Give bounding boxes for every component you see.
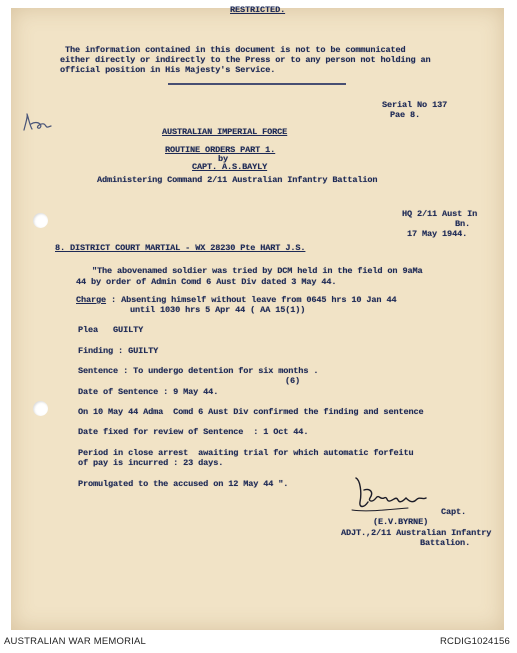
finding-line: Finding : GUILTY	[78, 346, 159, 356]
trial-intro-line-1: "The abovenamed soldier was tried by DCM held in the field on 9aMa	[92, 266, 423, 276]
officer-name: CAPT. A.S.BAYLY	[192, 162, 268, 172]
item-heading: 8. DISTRICT COURT MARTIAL - WX 28230 Pte HART J.S.	[55, 243, 306, 253]
confirmation-line: On 10 May 44 Adma Comd 6 Aust Div confirmed the finding and sentence	[78, 407, 424, 417]
orders-title: ROUTINE ORDERS PART 1.	[165, 145, 276, 155]
order-date: 17 May 1944.	[407, 229, 468, 239]
hq-line: HQ 2/11 Aust In	[402, 209, 478, 219]
charge-line-1	[76, 295, 396, 305]
signatory-role-1: ADJT.,2/11 Australian Infantry	[341, 528, 492, 538]
handwritten-initials-mark	[20, 112, 54, 134]
charge-text: : Absenting himself without leave from 0645 hrs 10 Jan 44	[106, 295, 397, 305]
punch-hole-bottom	[33, 401, 48, 416]
header-divider	[168, 83, 346, 85]
sentence-line: Sentence : To undergo detention for six months .	[78, 366, 319, 376]
signature-rank: Capt.	[441, 507, 467, 517]
force-title: AUSTRALIAN IMPERIAL FORCE	[162, 127, 288, 137]
notice-line-3: official position in His Majesty's Service.	[60, 65, 276, 75]
classification-heading: RESTRICTED.	[230, 5, 286, 15]
punch-hole-top	[33, 213, 48, 228]
record-id: RCDIG1024156	[440, 636, 510, 647]
officer-role: Administering Command 2/11 Australian Infantry Battalion	[97, 175, 378, 185]
by-line: by	[218, 154, 229, 164]
trial-intro-line-2: 44 by order of Admin Comd 6 Aust Div dated 3 May 44.	[76, 277, 337, 287]
archive-credit: AUSTRALIAN WAR MEMORIAL	[4, 636, 147, 647]
page-number: Pae 8.	[390, 110, 421, 120]
handwritten-signature	[346, 470, 436, 518]
bn-line: Bn.	[455, 219, 471, 229]
charge-label: Charge	[76, 295, 107, 305]
sentence-note: (6)	[285, 376, 301, 386]
signatory-role-2: Battalion.	[420, 538, 471, 548]
arrest-line-1: Period in close arrest awaiting trial for which automatic forfeitu	[78, 448, 414, 458]
promulgation-line: Promulgated to the accused on 12 May 44 ".	[78, 479, 289, 489]
notice-line-1: The information contained in this document is not to be communicated	[65, 45, 406, 55]
date-of-sentence-line: Date of Sentence : 9 May 44.	[78, 387, 219, 397]
arrest-line-2: of pay is incurred : 23 days.	[78, 458, 224, 468]
review-line: Date fixed for review of Sentence : 1 Oct 44.	[78, 427, 309, 437]
plea-line: Plea GUILTY	[78, 325, 144, 335]
signatory-name: (E.V.BYRNE)	[373, 517, 429, 527]
charge-line-2: until 1030 hrs 5 Apr 44 ( AA 15(1))	[130, 305, 306, 315]
serial-number: Serial No 137	[382, 100, 448, 110]
notice-line-2: either directly or indirectly to the Press or to any person not holding an	[60, 55, 431, 65]
